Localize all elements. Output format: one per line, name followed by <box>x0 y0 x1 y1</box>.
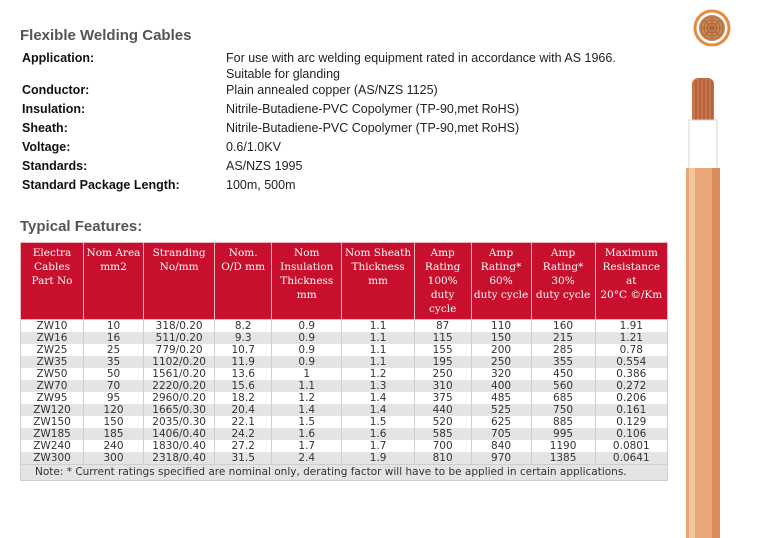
table-header-row <box>21 243 668 320</box>
column-header-line: Rating <box>424 261 461 273</box>
table-row <box>21 320 668 333</box>
table-cell: 2220/0.20 <box>143 380 214 392</box>
table-cell: ZW16 <box>21 332 84 344</box>
table-cell: 1.1 <box>342 356 414 368</box>
table-cell: 110 <box>471 320 531 333</box>
table-cell: 400 <box>471 380 531 392</box>
spec-label: Standard Package Length: <box>22 178 180 192</box>
column-header <box>342 243 414 320</box>
table-cell: 1830/0.40 <box>143 440 214 452</box>
table-cell: 24.2 <box>215 428 272 440</box>
table-cell: ZW95 <box>21 392 84 404</box>
table-cell: 525 <box>471 404 531 416</box>
column-header <box>272 243 342 320</box>
table-cell: 0.0641 <box>595 452 667 465</box>
table-cell: 155 <box>414 344 471 356</box>
table-note: Note: * Current ratings specified are nominal only, derating factor will have to be applied in certain applications. <box>21 465 668 481</box>
table-cell: ZW25 <box>21 344 84 356</box>
table-row <box>21 368 668 380</box>
table-cell: 9.3 <box>215 332 272 344</box>
spec-table <box>22 50 672 196</box>
spec-value-line: 100m, 500m <box>226 178 296 192</box>
table-cell: ZW300 <box>21 452 84 465</box>
spec-row <box>22 82 672 101</box>
spec-label: Voltage: <box>22 140 71 154</box>
table-row <box>21 416 668 428</box>
table-cell: 511/0.20 <box>143 332 214 344</box>
spec-row <box>22 139 672 158</box>
column-header-line: mm <box>296 289 317 301</box>
table-cell: 1.9 <box>342 452 414 465</box>
table-cell: 15.6 <box>215 380 272 392</box>
column-header-line: Part No <box>31 275 73 287</box>
column-header <box>215 243 272 320</box>
table-cell: ZW50 <box>21 368 84 380</box>
spec-value-line: Plain annealed copper (AS/NZS 1125) <box>226 83 438 97</box>
column-header-line: 20°C ©/Km <box>600 289 663 301</box>
column-header-line: duty cycle <box>473 289 529 301</box>
table-row <box>21 344 668 356</box>
table-cell: 705 <box>471 428 531 440</box>
table-cell: 1102/0.20 <box>143 356 214 368</box>
table-cell: 285 <box>531 344 595 356</box>
column-header-line: Resistance <box>602 261 661 273</box>
table-row <box>21 428 668 440</box>
table-cell: 0.78 <box>595 344 667 356</box>
table-cell: 485 <box>471 392 531 404</box>
column-header-line: Thickness <box>351 261 405 273</box>
table-cell: 310 <box>414 380 471 392</box>
column-header-line: 100% duty <box>427 275 458 301</box>
table-row <box>21 392 668 404</box>
table-cell: 95 <box>84 392 144 404</box>
column-header-line: Thickness <box>280 275 334 287</box>
table-cell: 10 <box>84 320 144 333</box>
table-cell: 1561/0.20 <box>143 368 214 380</box>
column-header <box>471 243 531 320</box>
column-header <box>414 243 471 320</box>
table-cell: ZW185 <box>21 428 84 440</box>
table-cell: 70 <box>84 380 144 392</box>
table-cell: 0.9 <box>272 344 342 356</box>
table-cell: 585 <box>414 428 471 440</box>
table-cell: 970 <box>471 452 531 465</box>
spec-value-line: Nitrile-Butadiene-PVC Copolymer (TP-90,met RoHS) <box>226 121 520 135</box>
table-cell: 1.1 <box>342 332 414 344</box>
spec-value-line: 0.6/1.0KV <box>226 140 281 154</box>
table-cell: ZW10 <box>21 320 84 333</box>
spec-row <box>22 50 672 82</box>
spec-value <box>226 82 672 101</box>
table-cell: 1.5 <box>342 416 414 428</box>
spec-value <box>226 158 672 177</box>
column-header-line: Cables <box>34 261 70 273</box>
column-header-line: No/mm <box>159 261 199 273</box>
table-cell: 1190 <box>531 440 595 452</box>
table-cell: 0.272 <box>595 380 667 392</box>
spec-value <box>226 101 672 120</box>
table-cell: ZW240 <box>21 440 84 452</box>
table-cell: 0.0801 <box>595 440 667 452</box>
table-cell: 0.386 <box>595 368 667 380</box>
table-cell: 1.21 <box>595 332 667 344</box>
spec-value-line: Nitrile-Butadiene-PVC Copolymer (TP-90,met RoHS) <box>226 102 520 116</box>
table-cell: 0.554 <box>595 356 667 368</box>
table-cell: 215 <box>531 332 595 344</box>
table-cell: 1385 <box>531 452 595 465</box>
table-cell: 810 <box>414 452 471 465</box>
column-header-line: Rating* 30% <box>542 261 584 287</box>
table-cell: 22.1 <box>215 416 272 428</box>
column-header-line: Nom <box>294 247 320 259</box>
column-header-line: Insulation <box>280 261 334 273</box>
spec-value <box>226 177 672 196</box>
table-row <box>21 452 668 465</box>
spec-label: Standards: <box>22 159 88 173</box>
table-row <box>21 380 668 392</box>
table-cell: 1.6 <box>342 428 414 440</box>
table-cell: 1.7 <box>272 440 342 452</box>
spec-value <box>226 50 672 82</box>
spec-value-line: AS/NZS 1995 <box>226 159 303 173</box>
table-cell: 0.161 <box>595 404 667 416</box>
table-cell: 13.6 <box>215 368 272 380</box>
spec-label: Insulation: <box>22 102 86 116</box>
table-cell: 375 <box>414 392 471 404</box>
table-cell: ZW150 <box>21 416 84 428</box>
table-cell: 0.9 <box>272 320 342 333</box>
table-cell: 1.4 <box>342 392 414 404</box>
table-cell: 185 <box>84 428 144 440</box>
table-cell: 2318/0.40 <box>143 452 214 465</box>
table-cell: 16 <box>84 332 144 344</box>
table-cell: 11.9 <box>215 356 272 368</box>
table-cell: 1 <box>272 368 342 380</box>
table-row <box>21 440 668 452</box>
column-header <box>531 243 595 320</box>
column-header-line: Nom. <box>228 247 258 259</box>
table-row <box>21 356 668 368</box>
table-cell: 779/0.20 <box>143 344 214 356</box>
column-header <box>595 243 667 320</box>
column-header-line: cycle <box>429 303 457 315</box>
table-cell: 10.7 <box>215 344 272 356</box>
table-cell: 450 <box>531 368 595 380</box>
spec-value <box>226 139 672 158</box>
cable-cross-section-icon <box>695 11 729 45</box>
column-header-line: mm <box>368 275 389 287</box>
table-note-row <box>21 465 668 481</box>
table-cell: 160 <box>531 320 595 333</box>
table-cell: 50 <box>84 368 144 380</box>
table-cell: 840 <box>471 440 531 452</box>
column-header-line: Stranding <box>152 247 206 259</box>
table-row <box>21 332 668 344</box>
table-cell: 1665/0.30 <box>143 404 214 416</box>
table-cell: 2.4 <box>272 452 342 465</box>
table-cell: 560 <box>531 380 595 392</box>
cable-illustration <box>672 8 752 538</box>
table-cell: 2035/0.30 <box>143 416 214 428</box>
table-cell: 1.91 <box>595 320 667 333</box>
table-cell: 685 <box>531 392 595 404</box>
table-cell: 115 <box>414 332 471 344</box>
table-cell: 1.3 <box>342 380 414 392</box>
column-header-line: Rating* 60% <box>480 261 522 287</box>
spec-label: Sheath: <box>22 121 68 135</box>
table-cell: 300 <box>84 452 144 465</box>
table-cell: 885 <box>531 416 595 428</box>
table-cell: 120 <box>84 404 144 416</box>
table-cell: 1.2 <box>272 392 342 404</box>
table-cell: 320 <box>471 368 531 380</box>
table-cell: 8.2 <box>215 320 272 333</box>
spec-value-line: For use with arc welding equipment rated in accordance with AS 1966. <box>226 51 616 65</box>
table-cell: ZW35 <box>21 356 84 368</box>
column-header-line: Maximum <box>604 247 658 259</box>
table-cell: 250 <box>471 356 531 368</box>
spec-label: Conductor: <box>22 83 90 97</box>
table-cell: 195 <box>414 356 471 368</box>
column-header-line: Nom Sheath <box>344 247 412 259</box>
page-title: Flexible Welding Cables <box>20 27 192 44</box>
spec-value-line: Suitable for glanding <box>226 67 340 81</box>
spec-row <box>22 101 672 120</box>
table-cell: 0.206 <box>595 392 667 404</box>
table-cell: 31.5 <box>215 452 272 465</box>
column-header-line: duty cycle <box>535 289 591 301</box>
welding-cable-image <box>686 78 720 538</box>
table-row <box>21 404 668 416</box>
table-cell: ZW70 <box>21 380 84 392</box>
table-cell: 1.6 <box>272 428 342 440</box>
table-cell: 1.1 <box>342 320 414 333</box>
column-header-line: Amp <box>488 247 514 259</box>
table-cell: 355 <box>531 356 595 368</box>
table-cell: 240 <box>84 440 144 452</box>
table-cell: 150 <box>84 416 144 428</box>
table-cell: 700 <box>414 440 471 452</box>
column-header-line: Amp <box>550 247 576 259</box>
column-header-line: Nom Area <box>86 247 141 259</box>
table-cell: 25 <box>84 344 144 356</box>
column-header-line: mm2 <box>100 261 127 273</box>
table-cell: 27.2 <box>215 440 272 452</box>
table-cell: 200 <box>471 344 531 356</box>
table-cell: 1.4 <box>272 404 342 416</box>
column-header-line: O/D mm <box>221 261 266 273</box>
table-cell: 0.9 <box>272 356 342 368</box>
table-cell: 1.1 <box>272 380 342 392</box>
table-cell: 2960/0.20 <box>143 392 214 404</box>
column-header-line: Amp <box>430 247 455 259</box>
table-cell: 750 <box>531 404 595 416</box>
spec-row <box>22 177 672 196</box>
column-header-line: at <box>626 275 637 287</box>
table-cell: 18.2 <box>215 392 272 404</box>
features-heading: Typical Features: <box>20 218 143 235</box>
table-cell: 318/0.20 <box>143 320 214 333</box>
table-cell: 87 <box>414 320 471 333</box>
table-cell: 0.106 <box>595 428 667 440</box>
table-cell: ZW120 <box>21 404 84 416</box>
column-header <box>21 243 84 320</box>
table-cell: 520 <box>414 416 471 428</box>
table-cell: 1.2 <box>342 368 414 380</box>
table-cell: 150 <box>471 332 531 344</box>
table-cell: 1.4 <box>342 404 414 416</box>
table-cell: 625 <box>471 416 531 428</box>
spec-row <box>22 158 672 177</box>
table-cell: 0.9 <box>272 332 342 344</box>
table-cell: 1.5 <box>272 416 342 428</box>
table-cell: 1.7 <box>342 440 414 452</box>
table-cell: 20.4 <box>215 404 272 416</box>
spec-row <box>22 120 672 139</box>
table-cell: 995 <box>531 428 595 440</box>
table-cell: 1.1 <box>342 344 414 356</box>
table-cell: 250 <box>414 368 471 380</box>
table-cell: 0.129 <box>595 416 667 428</box>
features-table <box>20 242 668 481</box>
spec-value <box>226 120 672 139</box>
column-header <box>84 243 144 320</box>
column-header-line: Electra <box>32 247 72 259</box>
table-cell: 1406/0.40 <box>143 428 214 440</box>
spec-label: Application: <box>22 51 95 65</box>
table-cell: 35 <box>84 356 144 368</box>
table-cell: 440 <box>414 404 471 416</box>
column-header <box>143 243 214 320</box>
